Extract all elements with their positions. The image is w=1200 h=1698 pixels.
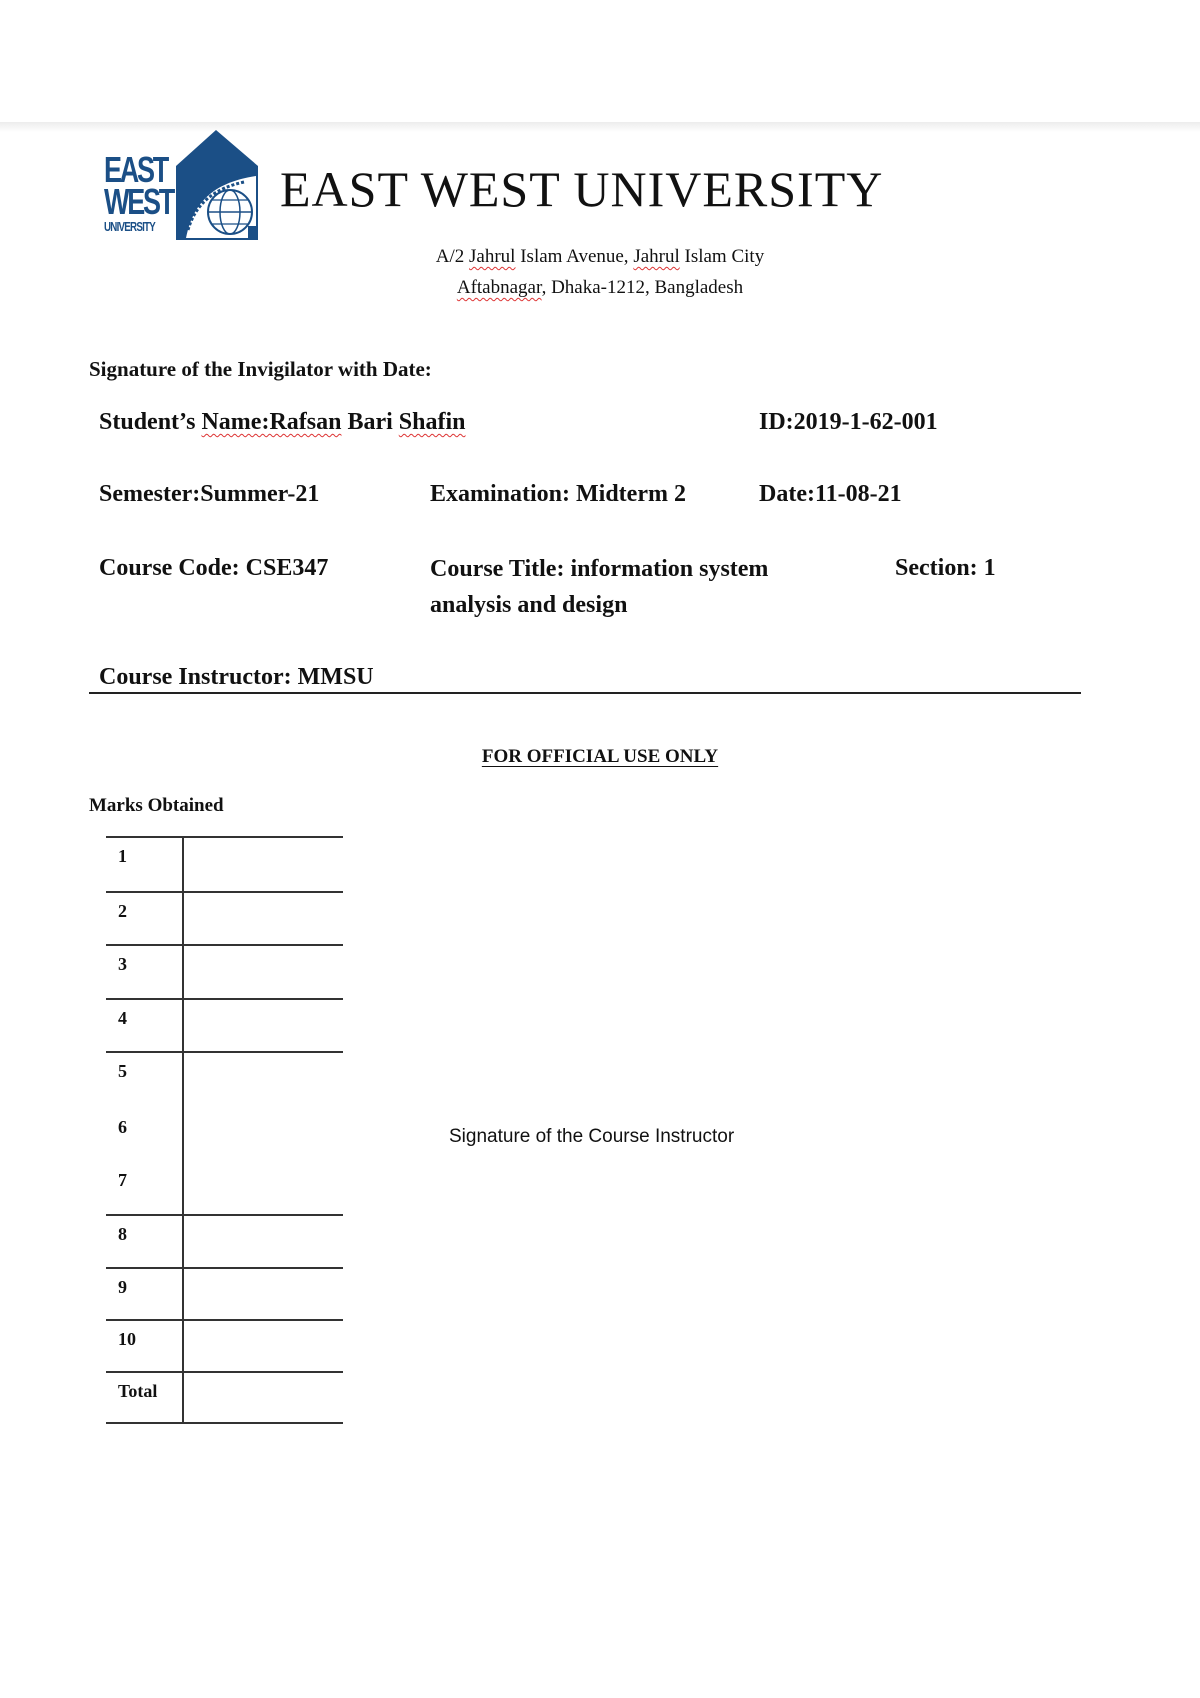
student-id: ID:2019-1-62-001 (759, 409, 938, 435)
globe-emblem-icon (174, 126, 262, 242)
logo-east: EAST (104, 149, 168, 190)
address-part: A/2 (435, 246, 470, 267)
address-part: Jahrul (633, 246, 680, 267)
divider-line (89, 692, 1081, 694)
table-rule (106, 944, 343, 946)
address-part: Aftabnagar (456, 277, 542, 298)
exam-date: Date:11-08-21 (759, 481, 902, 507)
marks-row-label: 3 (118, 954, 127, 974)
section: Section: 1 (895, 555, 996, 581)
table-rule (106, 1371, 343, 1373)
student-name-part: Name:Rafsan (201, 409, 342, 435)
top-blank-band (0, 0, 1200, 122)
table-rule (106, 836, 343, 838)
examination: Examination: Midterm 2 (430, 481, 686, 507)
table-rule (106, 1051, 343, 1053)
address-line-1 (0, 246, 1200, 268)
marks-table (106, 836, 343, 1424)
table-rule (106, 998, 343, 1000)
table-rule (106, 891, 343, 893)
course-code: Course Code: CSE347 (99, 555, 329, 581)
marks-row-label: 10 (118, 1329, 136, 1349)
table-rule (106, 1319, 343, 1321)
address-part: , Dhaka-1212, Bangladesh (541, 277, 744, 298)
address-part: Jahrul (469, 246, 516, 267)
table-column-divider (182, 836, 184, 1424)
logo-university: UNIVERSITY (104, 218, 156, 234)
marks-row-label: 2 (118, 901, 127, 921)
logo-west: WEST (104, 181, 173, 223)
official-use-heading: FOR OFFICIAL USE ONLY (481, 746, 719, 767)
semester: Semester:Summer-21 (99, 481, 320, 507)
student-name (99, 409, 465, 436)
university-name: EAST WEST UNIVERSITY (280, 161, 884, 217)
table-rule (106, 1267, 343, 1269)
university-logo (104, 126, 264, 242)
table-rule (106, 1422, 343, 1424)
invigilator-signature-label: Signature of the Invigilator with Date: (89, 357, 432, 381)
logo-wordmark (104, 149, 173, 234)
course-instructor-signature-label: Signature of the Course Instructor (449, 1126, 735, 1147)
marks-row-label: 1 (118, 846, 127, 866)
marks-row-label: 5 (118, 1061, 127, 1081)
address-part: Islam Avenue, (515, 246, 634, 267)
student-name-part: Student’s (99, 409, 202, 435)
marks-row-label: 8 (118, 1224, 127, 1244)
marks-row-label: 4 (118, 1008, 127, 1028)
marks-row-label: 6 (118, 1117, 127, 1137)
address-part: Islam City (679, 246, 765, 267)
student-name-part: Bari (341, 409, 399, 435)
student-name-part: Shafin (398, 409, 466, 435)
marks-obtained-label: Marks Obtained (89, 795, 224, 816)
course-title: Course Title: information system analysis and design (430, 556, 769, 618)
marks-row-label: 9 (118, 1277, 127, 1297)
marks-row-label: Total (118, 1381, 158, 1401)
marks-row-label: 7 (118, 1170, 127, 1190)
address-line-2 (0, 277, 1200, 299)
course-instructor: Course Instructor: MMSU (99, 664, 374, 690)
table-rule (106, 1214, 343, 1216)
